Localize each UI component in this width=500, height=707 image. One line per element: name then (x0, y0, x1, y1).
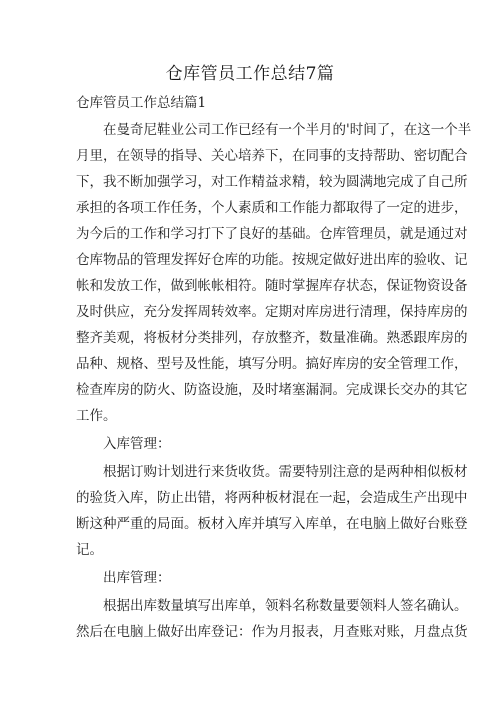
paragraph-line: 在曼奇尼鞋业公司工作已经有一个半月的'时间了，在这一个半 (103, 122, 472, 138)
paragraph-line: 及时供应，充分发挥周转效率。定期对库房进行清理，保持库房的 (76, 304, 468, 320)
paragraph-line: 帐和发放工作，做到帐帐相符。随时掌握库存状态，保证物资设备 (76, 278, 468, 294)
paragraph-line: 的验货入库，防止出错，将两种板材混在一起，会造成生产出现中 (76, 490, 468, 506)
document-title: 仓库管员工作总结7篇 (165, 64, 335, 84)
paragraph-line: 断这种严重的局面。板材入库并填写入库单，在电脑上做好台账登 (76, 516, 468, 532)
subheading-inbound: 入库管理： (103, 436, 171, 452)
paragraph-line: 下，我不断加强学习，对工作精益求精，较为圆满地完成了自己所 (76, 174, 468, 190)
paragraph-line: 检查库房的防火、防盗设施，及时堵塞漏洞。完成课长交办的其它 (76, 382, 468, 398)
paragraph-line: 根据出库数量填写出库单，领料名称数量要领料人签名确认。 (103, 598, 468, 614)
paragraph-line: 记。 (76, 542, 103, 558)
paragraph-line: 然后在电脑上做好出库登记：作为月报表，月查账对账，月盘点货 (76, 624, 468, 640)
section-heading: 仓库管员工作总结篇1 (76, 95, 207, 111)
paragraph-line: 仓库物品的管理发挥好仓库的功能。按规定做好进出库的验收、记 (76, 252, 468, 268)
paragraph-line: 整齐美观，将板材分类排列，存放整齐，数量准确。熟悉跟库房的 (76, 330, 468, 346)
paragraph-line: 为今后的工作和学习打下了良好的基础。仓库管理员，就是通过对 (76, 226, 468, 242)
subheading-outbound: 出库管理： (103, 570, 171, 586)
paragraph-line: 承担的各项工作任务，个人素质和工作能力都取得了一定的进步， (76, 200, 468, 216)
paragraph-line: 月里，在领导的指导、关心培养下，在同事的支持帮助、密切配合 (76, 148, 468, 164)
paragraph-line: 品种、规格、型号及性能，填写分明。搞好库房的安全管理工作， (76, 356, 468, 372)
paragraph-line: 根据订购计划进行来货收货。需要特别注意的是两种相似板材 (103, 464, 468, 480)
paragraph-line: 工作。 (76, 408, 117, 424)
